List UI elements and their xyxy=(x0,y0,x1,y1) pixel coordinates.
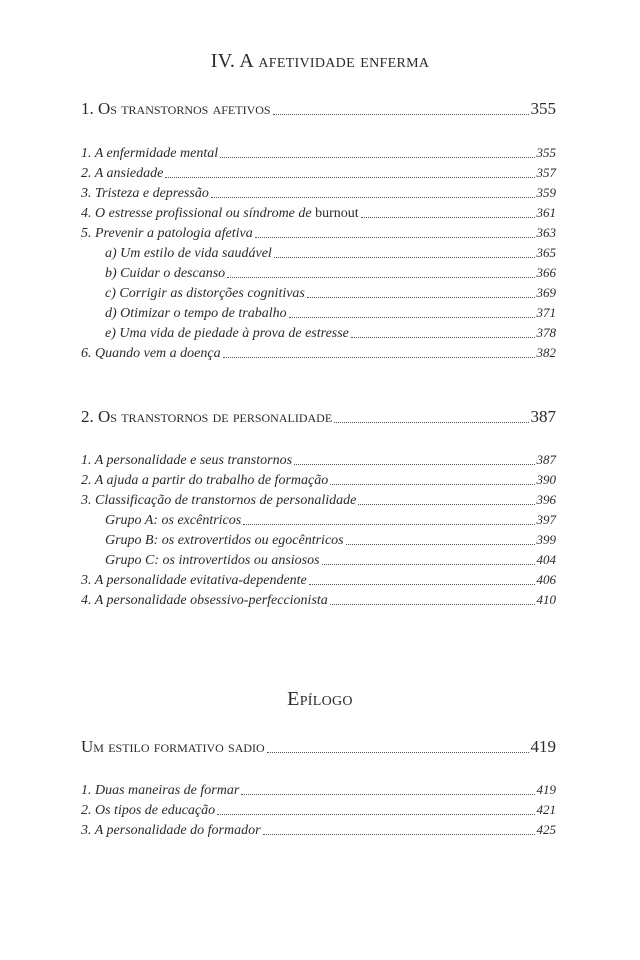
page-number: 369 xyxy=(536,285,556,300)
entry-label: Grupo B: os extrovertidos ou egocêntricos xyxy=(105,533,344,548)
entry-label: a) Um estilo de vida saudável xyxy=(105,246,272,261)
page-number: 387 xyxy=(536,452,556,467)
entry-label: b) Cuidar o descanso xyxy=(105,266,226,281)
page-number: 357 xyxy=(536,165,556,180)
entry-label: 2. A ajuda a partir do trabalho de formação xyxy=(81,473,329,488)
leader-dots xyxy=(211,197,535,198)
toc-entry[interactable] xyxy=(81,345,556,362)
leader-dots xyxy=(243,524,534,525)
leader-dots xyxy=(330,484,534,485)
page-number: 419 xyxy=(536,782,556,797)
toc-subentry[interactable] xyxy=(105,512,556,529)
entry-label: Grupo C: os introvertidos ou ansiosos xyxy=(105,553,320,568)
leader-dots xyxy=(309,584,535,585)
leader-dots xyxy=(330,604,535,605)
page-number: 399 xyxy=(536,532,556,547)
entry-label: 1. A personalidade e seus transtornos xyxy=(81,453,293,468)
leader-dots xyxy=(217,814,534,815)
page-number: 390 xyxy=(536,472,556,487)
chapter-label: Um estilo formativo sadio xyxy=(81,737,265,756)
entry-label: Grupo A: os excêntricos xyxy=(105,513,242,528)
toc-entry[interactable] xyxy=(81,782,556,799)
toc-entry[interactable] xyxy=(81,472,556,489)
page-number: 425 xyxy=(536,822,556,837)
page-number: 406 xyxy=(536,572,556,587)
leader-dots xyxy=(274,257,535,258)
toc-entry[interactable] xyxy=(81,592,556,609)
toc-subentry[interactable] xyxy=(105,552,556,569)
page-number: 404 xyxy=(536,552,556,567)
entry-label: 1. A enfermidade mental xyxy=(81,146,219,161)
toc-entry[interactable] xyxy=(81,492,556,509)
leader-dots xyxy=(165,177,534,178)
page-number: 397 xyxy=(536,512,556,527)
entry-label: e) Uma vida de piedade à prova de estresse xyxy=(105,326,349,341)
leader-dots xyxy=(361,217,535,218)
toc-entry[interactable] xyxy=(81,452,556,469)
entry-label: 3. Classificação de transtornos de personalidade xyxy=(81,493,357,508)
leader-dots xyxy=(289,317,535,318)
toc-entry[interactable] xyxy=(81,572,556,589)
page-number: 382 xyxy=(536,345,556,360)
page-number: 421 xyxy=(536,802,556,817)
toc-entry[interactable] xyxy=(81,822,556,839)
toc-subentry[interactable] xyxy=(105,265,556,282)
leader-dots xyxy=(346,544,535,545)
leader-dots xyxy=(263,834,535,835)
toc-epilogue-chapter[interactable] xyxy=(81,737,556,757)
toc-entry[interactable] xyxy=(81,165,556,182)
toc-entry[interactable] xyxy=(81,145,556,162)
leader-dots xyxy=(322,564,535,565)
page-number: 371 xyxy=(536,305,556,320)
epilogue-title: Epílogo xyxy=(287,688,353,710)
leader-dots xyxy=(351,337,535,338)
page-number: 361 xyxy=(536,205,556,220)
toc-subentry[interactable] xyxy=(105,285,556,302)
page-number: 363 xyxy=(536,225,556,240)
page-number: 355 xyxy=(536,145,556,160)
part-iv-title-rest: afetividade enferma xyxy=(258,50,430,72)
entry-label-roman: burnout xyxy=(315,206,359,221)
chapter-label: 1. Os transtornos afetivos xyxy=(81,99,271,118)
toc-entry[interactable] xyxy=(81,225,556,242)
toc-subentry[interactable] xyxy=(105,245,556,262)
leader-dots xyxy=(307,297,535,298)
page-number: 365 xyxy=(536,245,556,260)
leader-dots xyxy=(294,464,534,465)
entry-label-italic: 4. O estresse profissional ou síndrome de xyxy=(81,206,316,221)
leader-dots xyxy=(241,794,534,795)
page-number: 355 xyxy=(530,99,556,118)
entry-label xyxy=(81,206,359,222)
toc-entry[interactable] xyxy=(81,185,556,202)
toc-entry[interactable] xyxy=(81,205,556,222)
page-number: 387 xyxy=(530,407,556,426)
entry-label: 4. A personalidade obsessivo-perfeccionista xyxy=(81,593,328,608)
leader-dots xyxy=(334,422,528,423)
entry-label: 2. A ansiedade xyxy=(81,166,164,181)
entry-label: c) Corrigir as distorções cognitivas xyxy=(105,286,305,301)
entry-label: 3. A personalidade do formador xyxy=(81,823,261,838)
toc-subentry[interactable] xyxy=(105,532,556,549)
leader-dots xyxy=(255,237,535,238)
toc-chapter-2[interactable] xyxy=(81,407,556,427)
page-number: 366 xyxy=(536,265,556,280)
leader-dots xyxy=(223,357,535,358)
entry-label: 3. A personalidade evitativa-dependente xyxy=(81,573,307,588)
entry-label: 3. Tristeza e depressão xyxy=(81,186,209,201)
page-number: 396 xyxy=(536,492,556,507)
entry-label: 1. Duas maneiras de formar xyxy=(81,783,240,798)
part-iv-title xyxy=(0,50,640,73)
leader-dots xyxy=(267,752,529,753)
entry-label: 5. Prevenir a patologia afetiva xyxy=(81,226,253,241)
entry-label: 6. Quando vem a doença xyxy=(81,346,221,361)
part-iv-title-prefix: IV. A xyxy=(210,50,254,72)
toc-subentry[interactable] xyxy=(105,305,556,322)
toc-chapter-1[interactable] xyxy=(81,99,556,119)
page-number: 378 xyxy=(536,325,556,340)
leader-dots xyxy=(220,157,534,158)
entry-label: d) Otimizar o tempo de trabalho xyxy=(105,306,287,321)
page-number: 410 xyxy=(536,592,556,607)
leader-dots xyxy=(227,277,534,278)
chapter-label: 2. Os transtornos de personalidade xyxy=(81,407,333,426)
toc-entry[interactable] xyxy=(81,802,556,819)
leader-dots xyxy=(358,504,534,505)
page-number: 419 xyxy=(530,737,556,756)
leader-dots xyxy=(273,114,529,115)
page-number: 359 xyxy=(536,185,556,200)
entry-label: 2. Os tipos de educação xyxy=(81,803,216,818)
toc-subentry[interactable] xyxy=(105,325,556,342)
